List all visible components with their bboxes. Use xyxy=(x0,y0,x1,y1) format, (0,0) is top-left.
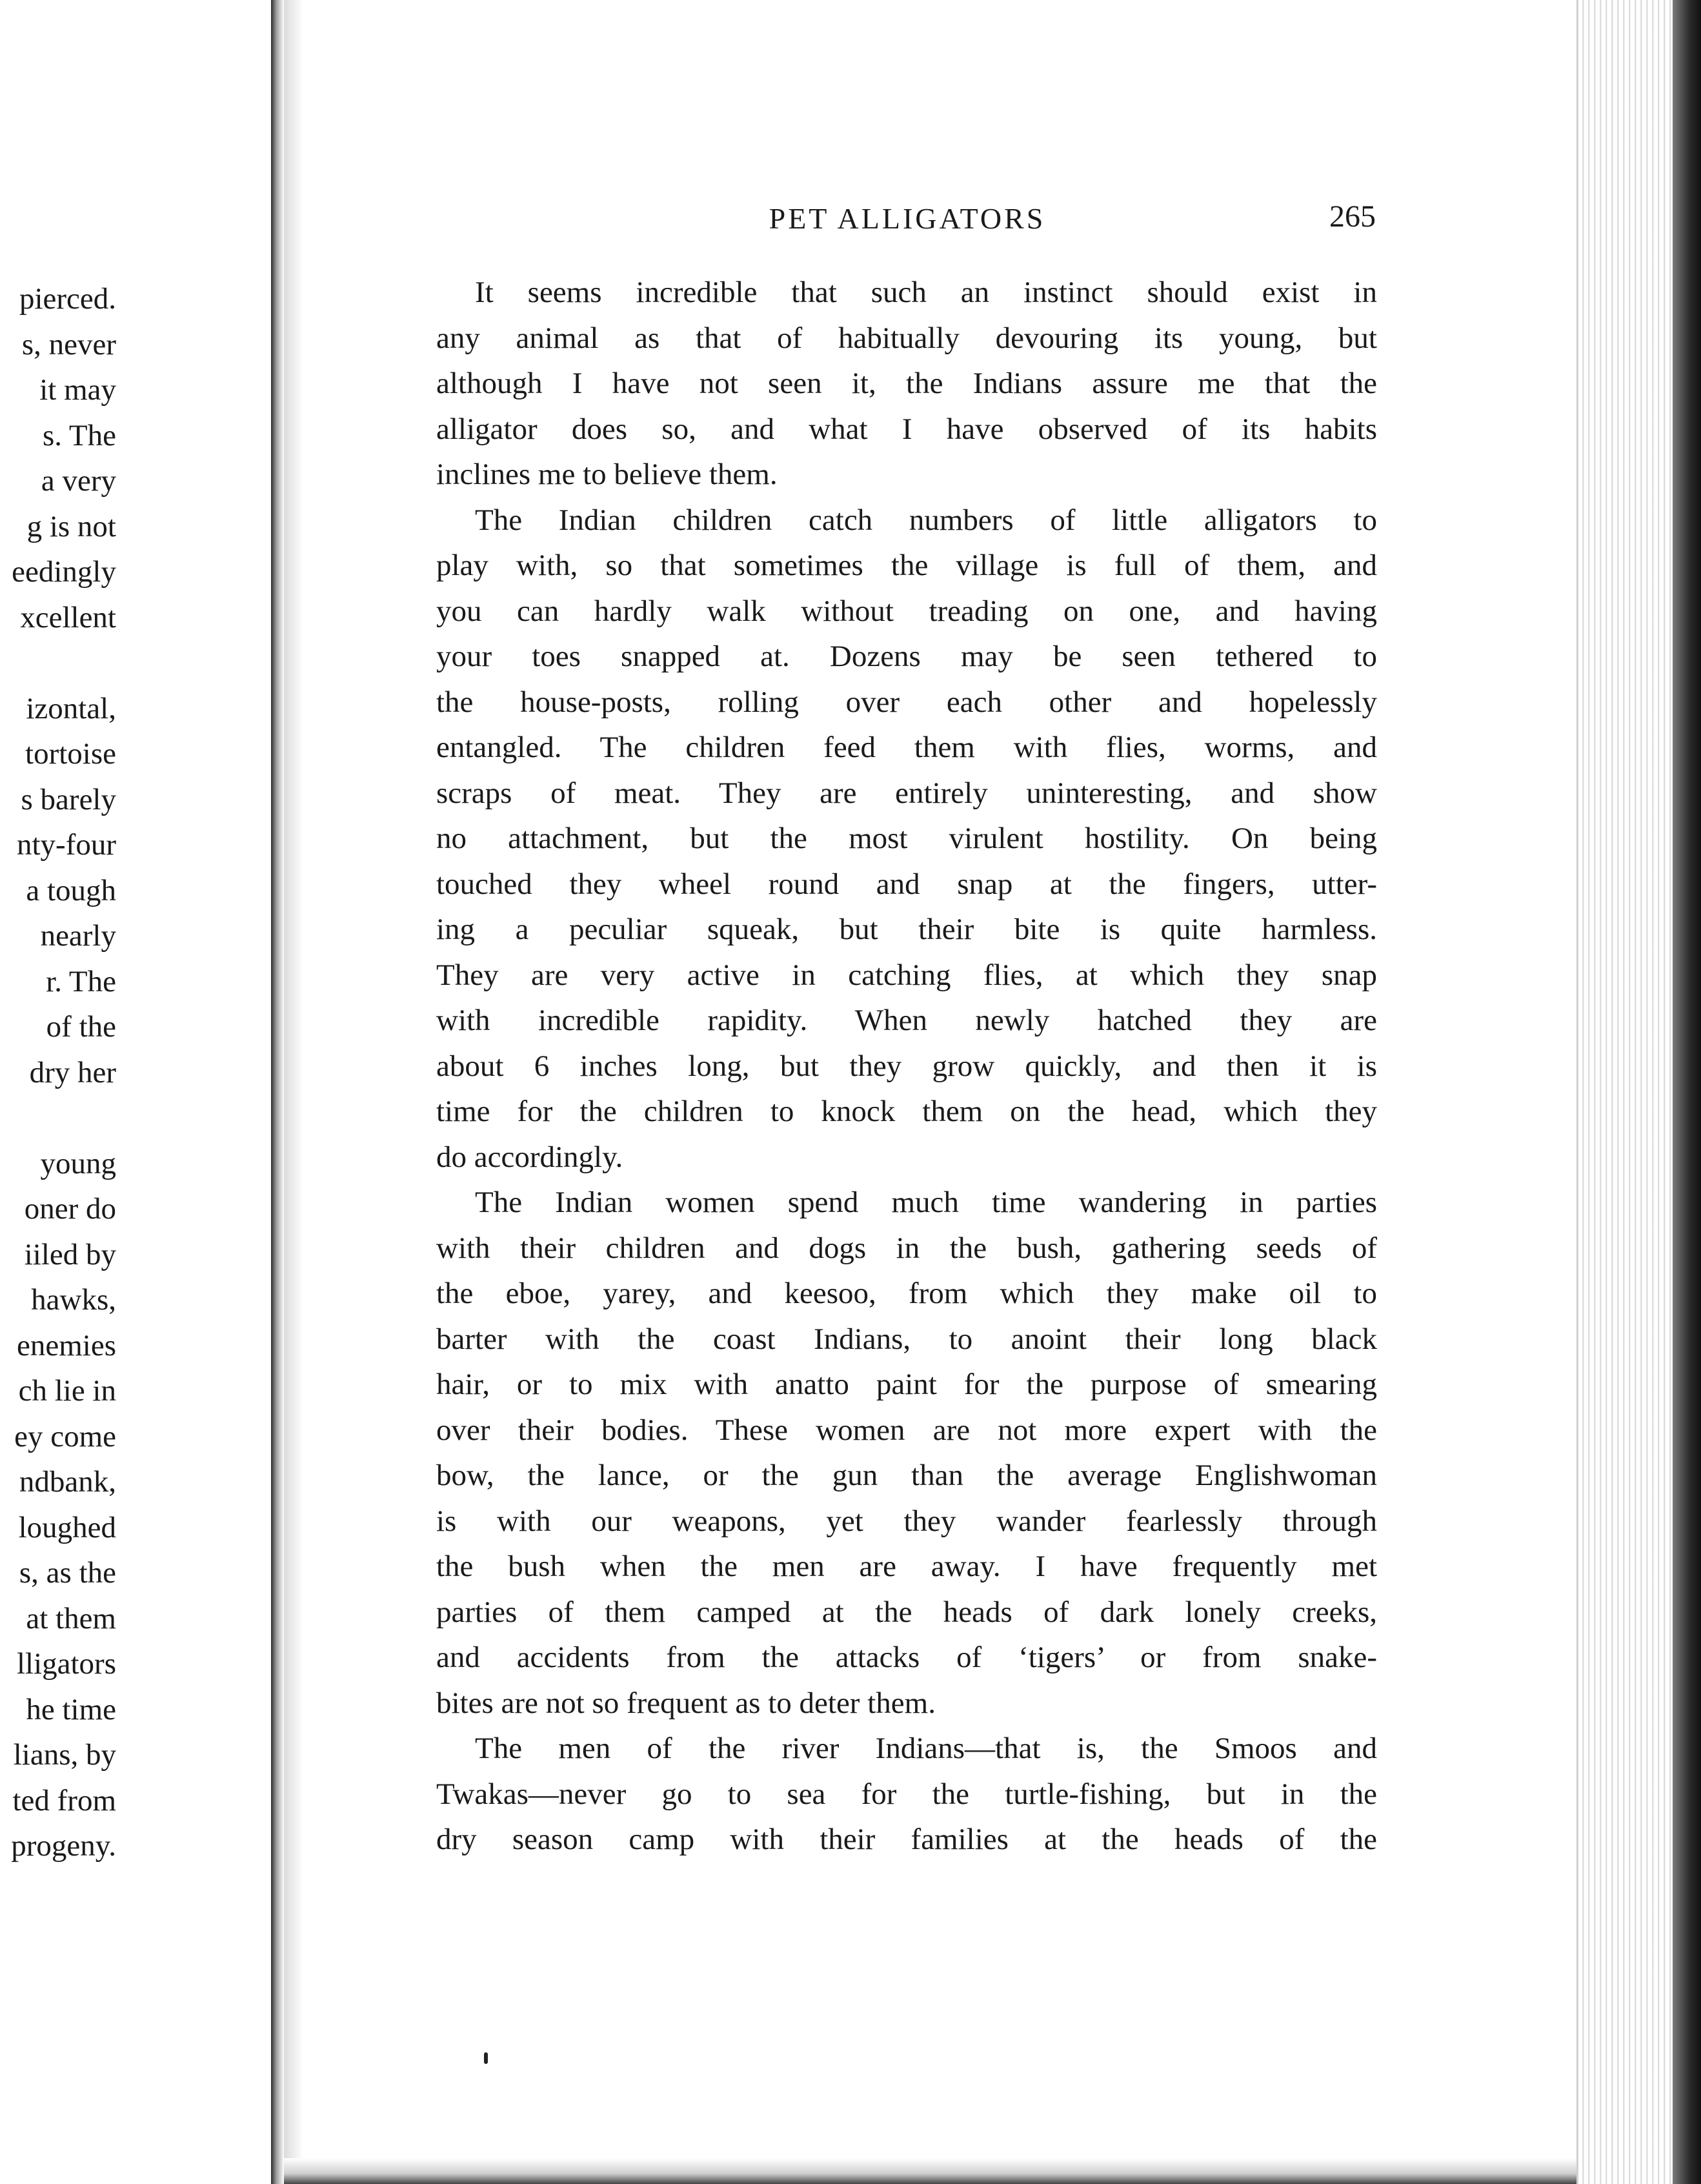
paragraph xyxy=(436,270,1377,498)
paragraph xyxy=(436,498,1377,1180)
left-page-line: ted from xyxy=(12,1783,116,1817)
left-page-line: s, as the xyxy=(19,1556,116,1590)
left-page-line: hawks, xyxy=(31,1283,116,1317)
body-text xyxy=(436,270,1377,1863)
text-line: bites are not so frequent as to deter them. xyxy=(436,1686,936,1720)
text-line: although I have not seen it, the Indians assure me that the xyxy=(436,367,1377,400)
left-page-line: s. The xyxy=(42,418,116,452)
left-page-line: ndbank, xyxy=(19,1465,116,1499)
paragraph xyxy=(436,1180,1377,1726)
left-page-line: young xyxy=(40,1146,116,1180)
left-page-line: loughed xyxy=(18,1510,116,1544)
left-page-line: of the xyxy=(46,1010,116,1044)
left-page-line: tortoise xyxy=(25,737,116,771)
left-page-line: pierced. xyxy=(19,282,116,316)
left-page-line: lians, by xyxy=(13,1738,116,1772)
text-line: touched they wheel round and snap at the fingers, utter- xyxy=(436,867,1377,901)
left-page-line: progeny. xyxy=(11,1829,116,1863)
left-page-text-fragment xyxy=(0,0,116,2184)
text-line: time for the children to knock them on the head, which they xyxy=(436,1095,1377,1128)
book-cover-edge xyxy=(1673,0,1701,2184)
left-page-line: nty-four xyxy=(16,828,116,862)
binding-shadow xyxy=(271,0,284,2184)
text-line: The men of the river Indians—that is, the Smoos and xyxy=(475,1732,1377,1765)
left-page-line: a very xyxy=(41,464,116,498)
text-line: ing a peculiar squeak, but their bite is quite harmless. xyxy=(436,913,1377,946)
text-line: alligator does so, and what I have observed of its habits xyxy=(436,412,1377,446)
text-line: the bush when the men are away. I have frequently met xyxy=(436,1550,1377,1583)
text-line: about 6 inches long, but they grow quickly, and then it is xyxy=(436,1049,1377,1083)
text-line: It seems incredible that such an instinct should exist in xyxy=(475,276,1377,309)
page-header xyxy=(439,201,1376,240)
left-page-line: a tough xyxy=(26,873,116,907)
text-line: your toes snapped at. Dozens may be seen tethered to xyxy=(436,640,1377,673)
running-title: PET ALLIGATORS xyxy=(769,202,1046,235)
text-line: and accidents from the attacks of ‘tigers’ or from snake- xyxy=(436,1641,1377,1674)
text-line: inclines me to believe them. xyxy=(436,458,778,491)
text-line: The Indian women spend much time wandering in parties xyxy=(475,1186,1377,1219)
text-line: the eboe, yarey, and keesoo, from which they make oil to xyxy=(436,1277,1377,1310)
text-line: is with our weapons, yet they wander fearlessly through xyxy=(436,1504,1377,1538)
text-line: scraps of meat. They are entirely uninteresting, and show xyxy=(436,776,1377,810)
text-line: the house-posts, rolling over each other and hopelessly xyxy=(436,685,1377,719)
text-line: barter with the coast Indians, to anoint their long black xyxy=(436,1322,1377,1356)
text-line: Twakas—never go to sea for the turtle-fishing, but in the xyxy=(436,1777,1377,1811)
left-page-line: xcellent xyxy=(20,600,116,634)
ink-speck xyxy=(484,2052,488,2064)
left-page-line: izontal, xyxy=(26,691,116,725)
text-line: bow, the lance, or the gun than the average Englishwoman xyxy=(436,1459,1377,1492)
left-page-line: g is not xyxy=(26,509,116,543)
left-page-line: s, never xyxy=(21,327,116,361)
left-page-line: enemies xyxy=(17,1328,116,1362)
text-line: The Indian children catch numbers of little alligators to xyxy=(475,503,1377,537)
text-line: entangled. The children feed them with flies, worms, and xyxy=(436,731,1377,764)
text-line: hair, or to mix with anatto paint for the purpose of smearing xyxy=(436,1368,1377,1401)
left-page-line: he time xyxy=(26,1692,116,1726)
left-page-line: r. The xyxy=(46,964,116,998)
text-line: dry season camp with their families at the heads of the xyxy=(436,1823,1377,1856)
left-page-line: nearly xyxy=(40,919,116,953)
text-line: They are very active in catching flies, at which they snap xyxy=(436,958,1377,992)
bottom-page-edge xyxy=(284,2158,1673,2184)
text-line: do accordingly. xyxy=(436,1140,623,1174)
gutter xyxy=(284,0,303,2184)
left-page-line: dry her xyxy=(29,1055,116,1089)
text-line: with incredible rapidity. When newly hatched they are xyxy=(436,1004,1377,1037)
text-line: play with, so that sometimes the village is full of them, and xyxy=(436,549,1377,582)
text-line: over their bodies. These women are not more expert with the xyxy=(436,1413,1377,1447)
text-line: you can hardly walk without treading on one, and having xyxy=(436,594,1377,628)
left-page-line: lligators xyxy=(16,1647,116,1681)
left-page-line: s barely xyxy=(21,782,116,816)
left-page-line: ch lie in xyxy=(18,1374,116,1408)
left-page-line: ey come xyxy=(14,1419,116,1453)
text-line: no attachment, but the most virulent hostility. On being xyxy=(436,822,1377,855)
text-line: any animal as that of habitually devouring its young, but xyxy=(436,321,1377,355)
paragraph xyxy=(436,1726,1377,1863)
left-page xyxy=(0,0,275,2184)
left-page-line: iiled by xyxy=(24,1237,116,1271)
left-page-line: oner do xyxy=(24,1192,116,1226)
page-number: 265 xyxy=(1329,199,1376,234)
text-line: parties of them camped at the heads of dark lonely creeks, xyxy=(436,1595,1377,1629)
left-page-line: it may xyxy=(39,373,116,407)
left-page-line: eedingly xyxy=(12,555,116,589)
text-line: with their children and dogs in the bush, gathering seeds of xyxy=(436,1231,1377,1265)
left-page-line: at them xyxy=(26,1601,116,1635)
